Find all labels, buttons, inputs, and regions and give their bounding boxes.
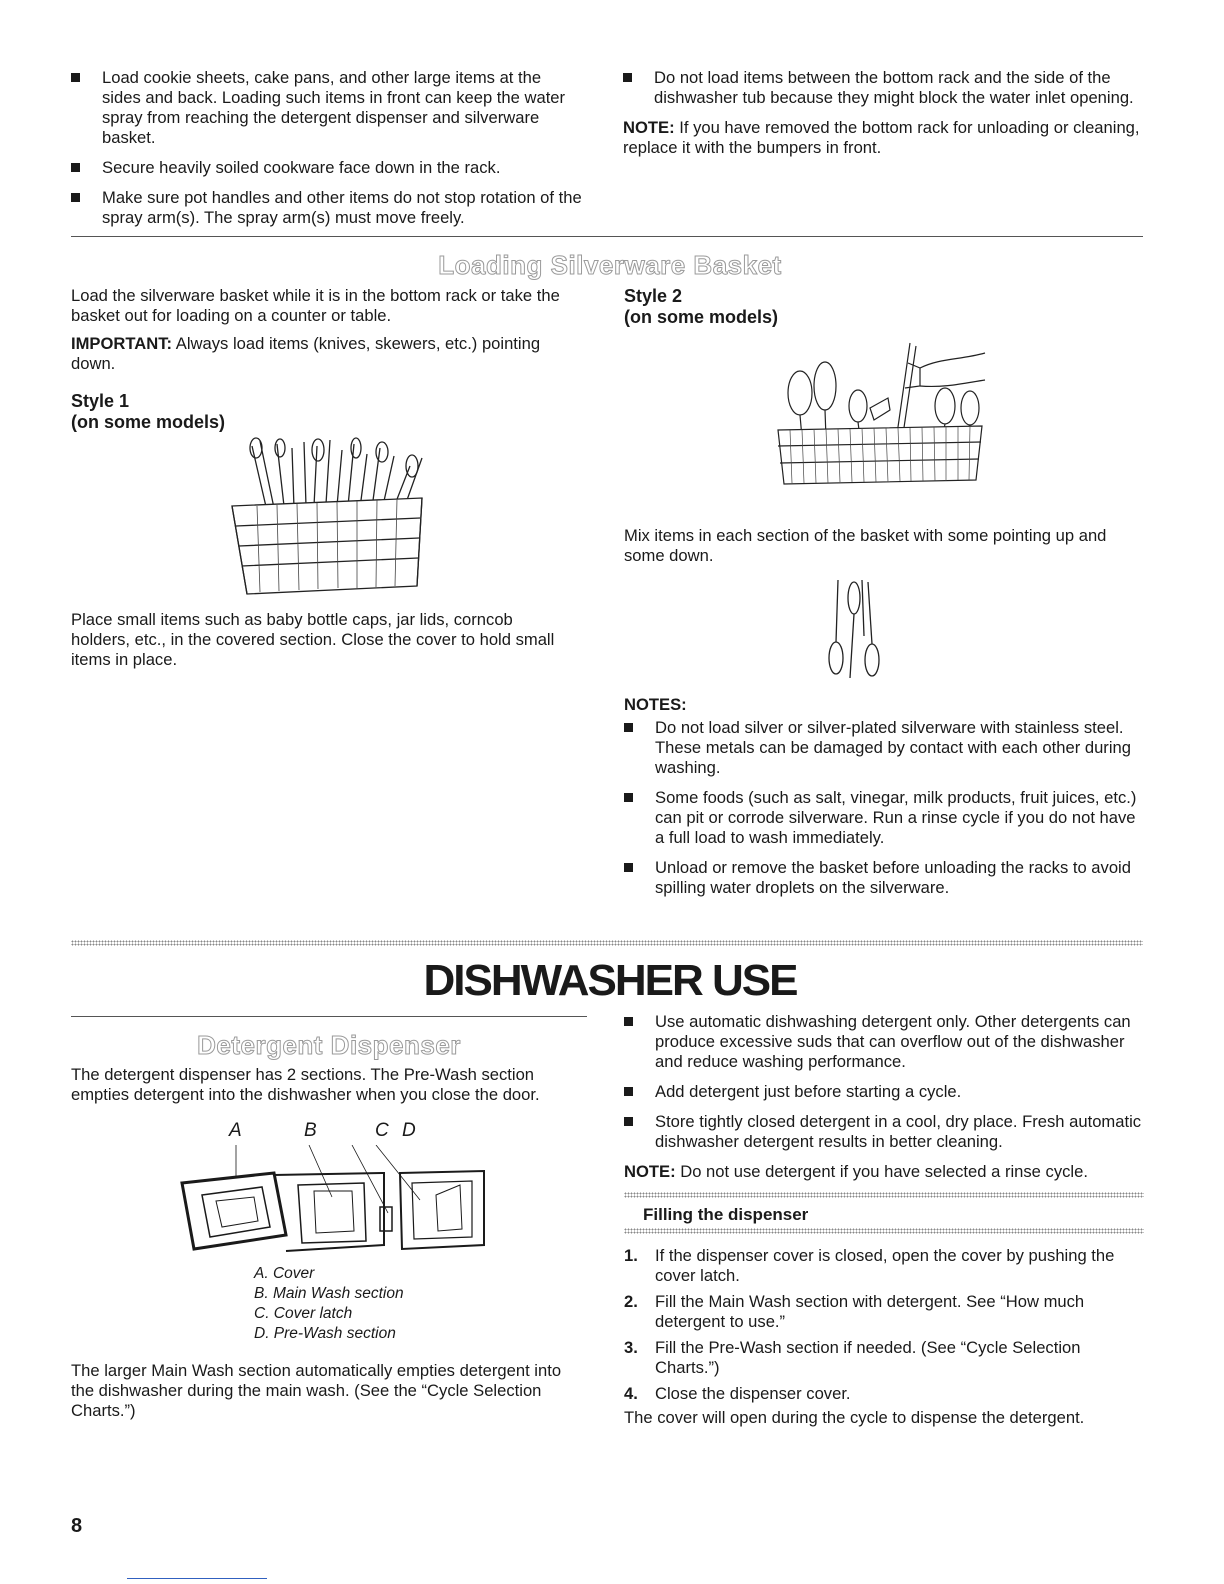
page-title: DISHWASHER USE <box>423 956 797 1005</box>
label-b: B <box>304 1120 317 1141</box>
step-item <box>624 1384 1144 1404</box>
silverware-intro: Load the silverware basket while it is in the bottom rack or take the basket out for loading on a counter or table. <box>71 286 560 325</box>
style2-text: Mix items in each section of the basket with some pointing up and some down. <box>624 526 1107 565</box>
step-text: Fill the Pre-Wash section if needed. (See “Cycle Selection Charts.”) <box>655 1338 1081 1377</box>
step-text: Fill the Main Wash section with detergent. See “How much detergent to use.” <box>655 1292 1085 1331</box>
caption-c: C. Cover latch <box>254 1305 353 1322</box>
important-text: Always load items (knives, skewers, etc.) pointing down. <box>71 334 541 373</box>
caption-b: B. Main Wash section <box>254 1285 404 1302</box>
detergent-bullets <box>624 1012 1144 1190</box>
list-item: Unload or remove the basket before unloading the racks to avoid spilling water droplets on the silverware. <box>624 858 1144 898</box>
closing-text: The cover will open during the cycle to dispense the detergent. <box>624 1408 1085 1427</box>
top-left-column <box>71 68 583 238</box>
spoons-up-down-illustration <box>822 576 886 682</box>
note-label: NOTE: <box>624 1162 676 1181</box>
silverware-basket-style1-illustration <box>222 436 434 598</box>
caption-d: D. Pre-Wash section <box>254 1325 396 1342</box>
important-note <box>71 334 586 374</box>
list-item: Use automatic dishwashing detergent only. Other detergents can produce excessive suds that can overflow out of the dishwasher and reduce washing performance. <box>624 1012 1144 1072</box>
list-item: Do not load silver or silver-plated silverware with stainless steel. These metals can be damaged by contact with each other during washing. <box>624 718 1144 778</box>
list-item: Store tightly closed detergent in a cool, dry place. Fresh automatic dishwasher detergent results in better cleaning. <box>624 1112 1144 1152</box>
style2-subtitle: (on some models) <box>624 307 779 327</box>
filling-heading: Filling the dispenser <box>643 1205 809 1224</box>
list-item: Do not load items between the bottom rack and the side of the dishwasher tub because they might block the water inlet opening. <box>623 68 1143 108</box>
list-item: Add detergent just before starting a cycle. <box>624 1082 1144 1102</box>
step-number: 3. <box>624 1338 638 1357</box>
divider <box>71 236 1143 237</box>
dispenser-captions <box>254 1264 404 1344</box>
step-item <box>624 1246 1144 1286</box>
label-c: C <box>375 1120 389 1141</box>
list-item: Make sure pot handles and other items do not stop rotation of the spray arm(s). The spray arm(s) must move freely. <box>71 188 583 228</box>
important-label: IMPORTANT: <box>71 334 173 353</box>
dotted-divider <box>624 1228 1144 1234</box>
note-label: NOTE: <box>623 118 675 137</box>
step-number: 4. <box>624 1384 638 1403</box>
section-title-silverware: Loading Silverware Basket <box>438 250 782 280</box>
notes-label: NOTES: <box>624 695 687 714</box>
divider <box>71 1016 587 1017</box>
notes-section <box>624 695 1144 908</box>
dotted-divider <box>624 1192 1144 1198</box>
section-title-dispenser: Detergent Dispenser <box>197 1030 461 1060</box>
label-d: D <box>402 1120 416 1141</box>
top-right-column <box>623 68 1143 166</box>
note-text: If you have removed the bottom rack for unloading or cleaning, replace it with the bumpers in front. <box>623 118 1140 157</box>
note-text: Do not use detergent if you have selected a rinse cycle. <box>675 1162 1088 1181</box>
label-a: A <box>229 1120 242 1141</box>
style2-title: Style 2 <box>624 286 683 306</box>
list-item: Some foods (such as salt, vinegar, milk products, fruit juices, etc.) can pit or corrode silverware. Run a rinse cycle if you do not have a full load to wash immediately. <box>624 788 1144 848</box>
step-number: 2. <box>624 1292 638 1311</box>
dispenser-intro: The detergent dispenser has 2 sections. The Pre-Wash section empties detergent into the dishwasher when you close the door. <box>71 1065 540 1104</box>
style2-heading <box>624 286 778 328</box>
style1-heading <box>71 391 225 433</box>
style1-text: Place small items such as baby bottle caps, jar lids, corncob holders, etc., in the covered section. Close the cover to hold small items in place. <box>71 610 555 669</box>
step-number: 1. <box>624 1246 638 1265</box>
footer-rule <box>127 1578 267 1579</box>
page-number: 8 <box>71 1515 83 1537</box>
step-text: If the dispenser cover is closed, open the cover by pushing the cover latch. <box>655 1246 1115 1285</box>
step-item <box>624 1292 1144 1332</box>
list-item: Secure heavily soiled cookware face down in the rack. <box>71 158 583 178</box>
dispenser-text: The larger Main Wash section automatically empties detergent into the dishwasher during the main wash. (See the “Cycle Selection Charts.”) <box>71 1361 562 1420</box>
note <box>624 1162 1144 1182</box>
style1-title: Style 1 <box>71 391 130 411</box>
style1-subtitle: (on some models) <box>71 412 226 432</box>
filling-steps <box>624 1246 1144 1436</box>
silverware-left-column <box>71 286 586 382</box>
silverware-basket-style2-illustration <box>770 338 990 488</box>
note <box>623 118 1143 158</box>
caption-a: A. Cover <box>254 1265 315 1282</box>
dotted-divider <box>71 940 1143 946</box>
detergent-dispenser-illustration <box>174 1145 494 1260</box>
step-item <box>624 1338 1144 1378</box>
step-text: Close the dispenser cover. <box>655 1384 851 1403</box>
list-item: Load cookie sheets, cake pans, and other large items at the sides and back. Loading such items in front can keep the water spray from reaching the detergent dispenser and silverware basket. <box>71 68 583 148</box>
